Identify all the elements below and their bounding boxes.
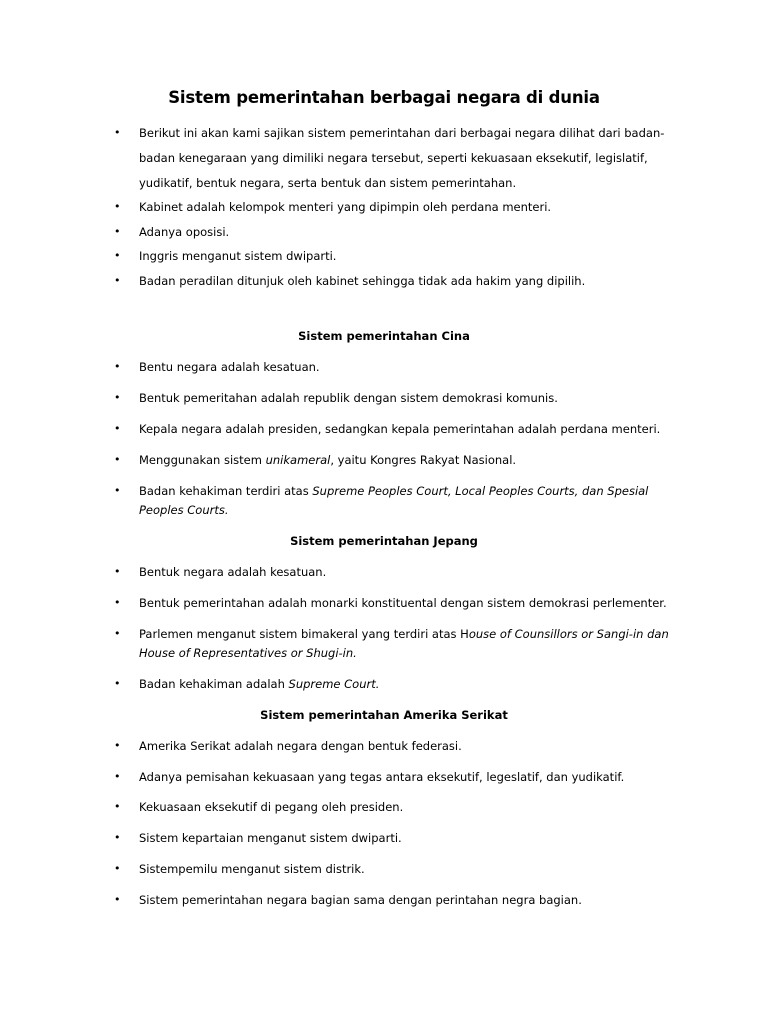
jepang-3-part-a: Parlemen menganut sistem bimakeral yang terdiri atas H [139,627,469,641]
section-heading-amerika: Sistem pemerintahan Amerika Serikat [260,708,508,722]
cina-4-italic: unikameral [265,453,331,467]
bullet-icon: • [114,484,121,497]
cina-5-part-a: Badan kehakiman terdiri atas [139,484,313,498]
amerika-4-text: Sistem kepartaian menganut sistem dwiparti. [139,831,402,845]
jepang-4-italic: Supreme Court. [288,677,380,691]
bullet-icon: • [114,360,121,373]
section-heading-jepang: Sistem pemerintahan Jepang [290,534,478,548]
bullet-icon: • [114,596,121,609]
jepang-3-line-2: House of Representatives or Shugi-in. [139,646,357,660]
intro-1-line-2: badan kenegaraan yang dimiliki negara tersebut, seperti kekuasaan eksekutif, legislatif, [139,151,648,165]
bullet-icon: • [114,770,121,783]
bullet-icon: • [114,800,121,813]
intro-1-line-3: yudikatif, bentuk negara, serta bentuk dan sistem pemerintahan. [139,176,517,190]
intro-4-text: Inggris menganut sistem dwiparti. [139,249,337,263]
bullet-icon: • [114,862,121,875]
cina-4-part-c: , yaitu Kongres Rakyat Nasional. [330,453,517,467]
jepang-1-text: Bentuk negara adalah kesatuan. [139,565,327,579]
jepang-4-part-a: Badan kehakiman adalah [139,677,289,691]
intro-3-text: Adanya oposisi. [139,225,230,239]
intro-1-line-1: Berikut ini akan kami sajikan sistem pemerintahan dari berbagai negara dilihat dari badan- [139,126,665,140]
intro-2-text: Kabinet adalah kelompok menteri yang dipimpin oleh perdana menteri. [139,200,552,214]
section-heading-cina: Sistem pemerintahan Cina [298,329,470,343]
bullet-icon: • [114,893,121,906]
cina-4-line [139,453,516,467]
amerika-5-text: Sistempemilu menganut sistem distrik. [139,862,365,876]
cina-2-text: Bentuk pemeritahan adalah republik dengan sistem demokrasi komunis. [139,391,558,405]
amerika-2-text: Adanya pemisahan kekuasaan yang tegas antara eksekutif, legeslatif, dan yudikatif. [139,770,625,784]
jepang-3-italic: ouse of Counsillors or Sangi-in dan [468,627,669,641]
bullet-icon: • [114,739,121,752]
bullet-icon: • [114,453,121,466]
bullet-icon: • [114,565,121,578]
cina-5-line-1 [139,484,648,498]
bullet-icon: • [114,126,121,139]
document-title: Sistem pemerintahan berbagai negara di dunia [168,88,600,107]
jepang-3-line-1 [139,627,669,641]
bullet-icon: • [114,677,121,690]
cina-3-text: Kepala negara adalah presiden, sedangkan kepala pemerintahan adalah perdana menteri. [139,422,661,436]
jepang-4-line [139,677,379,691]
jepang-2-text: Bentuk pemerintahan adalah monarki konstituental dengan sistem demokrasi perlementer. [139,596,667,610]
cina-5-italic: Supreme Peoples Court, Local Peoples Courts, dan Spesial [312,484,649,498]
bullet-icon: • [114,391,121,404]
amerika-1-text: Amerika Serikat adalah negara dengan bentuk federasi. [139,739,462,753]
cina-5-line-2: Peoples Courts. [139,503,229,517]
bullet-icon: • [114,627,121,640]
bullet-icon: • [114,831,121,844]
bullet-icon: • [114,249,121,262]
amerika-3-text: Kekuasaan eksekutif di pegang oleh presiden. [139,800,404,814]
bullet-icon: • [114,200,121,213]
intro-5-text: Badan peradilan ditunjuk oleh kabinet sehingga tidak ada hakim yang dipilih. [139,274,586,288]
cina-1-text: Bentu negara adalah kesatuan. [139,360,320,374]
cina-4-part-a: Menggunakan sistem [139,453,266,467]
amerika-6-text: Sistem pemerintahan negara bagian sama dengan perintahan negra bagian. [139,893,582,907]
bullet-icon: • [114,422,121,435]
bullet-icon: • [114,225,121,238]
bullet-icon: • [114,274,121,287]
